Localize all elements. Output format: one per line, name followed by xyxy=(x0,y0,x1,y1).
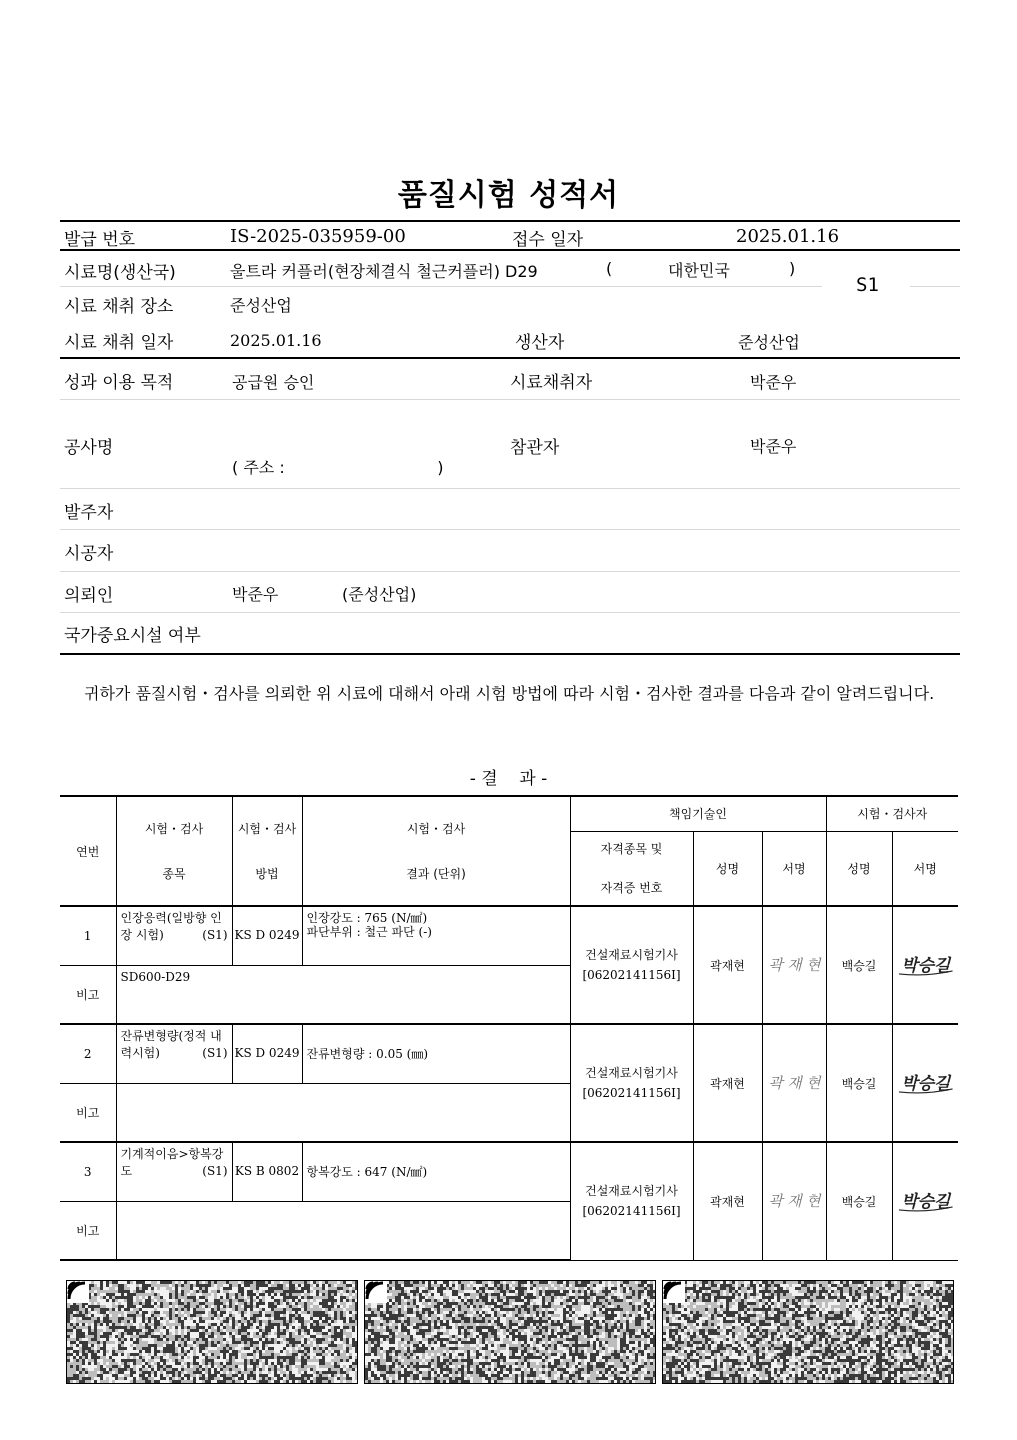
sample-name-label: 시료명(생산국) xyxy=(64,263,176,283)
col-header-no: 연번 xyxy=(60,796,116,906)
purpose-label: 성과 이용 목적 xyxy=(64,373,174,393)
row-result-line1: 잔류변형량 : 0.05 (㎜) xyxy=(306,1047,429,1061)
row-item-name: 인장응력(일방향 인장 시험) xyxy=(120,911,222,942)
row-remark xyxy=(116,1083,570,1142)
row-engineer-signature xyxy=(762,906,826,1024)
col-header-tester-sign: 서명 xyxy=(892,831,958,906)
security-barcode-2 xyxy=(364,1280,656,1384)
row-remark xyxy=(116,1201,570,1260)
info-rule-3 xyxy=(60,529,960,530)
remark-label: 비고 xyxy=(60,1083,116,1142)
tester-signature-icon xyxy=(893,1068,959,1098)
table-row xyxy=(60,1142,958,1201)
col-header-method-line2: 방법 xyxy=(255,867,279,881)
tester-signature-icon xyxy=(893,950,959,980)
witness-value: 박준우 xyxy=(750,437,797,456)
row-result xyxy=(302,1142,570,1201)
row-method: KS D 0249 xyxy=(232,1024,302,1083)
header-rule-2 xyxy=(60,249,960,251)
purpose-value: 공급원 승인 xyxy=(232,373,315,392)
header-thin-rule-1b xyxy=(910,286,960,287)
col-header-result-line1: 시험・검사 xyxy=(406,822,466,836)
col-group-engineer: 책임기술인 xyxy=(570,796,826,831)
document-title: 품질시험 성적서 xyxy=(397,178,620,213)
row-engineer-name: 곽재현 xyxy=(693,1142,762,1260)
row-result xyxy=(302,906,570,965)
tester-signature-text: 박승길 xyxy=(900,1191,950,1212)
client-label: 의뢰인 xyxy=(64,586,114,606)
origin-value: 대한민국 xyxy=(668,261,730,280)
results-heading: - 결 과 - xyxy=(469,769,548,789)
row-item xyxy=(116,1142,232,1201)
results-table xyxy=(60,795,958,1261)
info-rule-1 xyxy=(60,399,960,400)
engineer-signature-icon xyxy=(763,1068,826,1098)
sampling-place-label: 시료 채취 장소 xyxy=(64,297,174,317)
row-result-line1: 인장강도 : 765 (N/㎟) xyxy=(306,911,428,925)
row-qual-name: 건설재료시험기사 xyxy=(585,1066,678,1080)
col-header-result-line2: 결과 (단위) xyxy=(406,867,466,881)
col-header-qual-line1: 자격종목 및 xyxy=(600,842,663,857)
col-header-qual-line2: 자격증 번호 xyxy=(600,881,663,896)
table-row xyxy=(60,906,958,965)
sample-mark: S1 xyxy=(856,274,879,296)
row-tester-name: 백승길 xyxy=(826,1142,892,1260)
row-tester-signature xyxy=(892,906,958,1024)
row-tester-signature xyxy=(892,1024,958,1142)
issue-no-label: 발급 번호 xyxy=(64,230,136,250)
col-header-result xyxy=(302,796,570,906)
info-rule-2 xyxy=(60,488,960,489)
info-rule-5 xyxy=(60,612,960,613)
row-item-name: 잔류변형량(정적 내력시험) xyxy=(120,1029,222,1060)
orderer-label: 발주자 xyxy=(64,503,114,523)
barcode-pattern-icon xyxy=(365,1281,655,1383)
col-header-method xyxy=(232,796,302,906)
sampler-value: 박준우 xyxy=(750,373,797,392)
received-date-value: 2025.01.16 xyxy=(736,226,840,247)
col-header-tester-name: 성명 xyxy=(826,831,892,906)
producer-value: 준성산업 xyxy=(738,333,800,352)
row-no: 3 xyxy=(60,1142,116,1201)
producer-label: 생산자 xyxy=(515,333,565,353)
origin-close-paren: ) xyxy=(789,259,796,278)
row-qualification xyxy=(570,1024,693,1142)
row-no: 2 xyxy=(60,1024,116,1083)
sample-name-value: 울트라 커플러(현장체결식 철근커플러) D29 xyxy=(230,262,538,281)
security-barcode-1 xyxy=(66,1280,358,1384)
sampling-date-label: 시료 채취 일자 xyxy=(64,333,174,353)
received-date-label: 접수 일자 xyxy=(512,230,584,250)
row-qual-name: 건설재료시험기사 xyxy=(585,948,678,962)
row-tester-name: 백승길 xyxy=(826,906,892,1024)
row-result-line2: 파단부위 : 철근 파단 (-) xyxy=(306,925,432,939)
issue-no-value: IS-2025-035959-00 xyxy=(230,226,406,247)
row-sample-id: (S1) xyxy=(202,1046,228,1060)
row-cert-no: [06202141156I] xyxy=(582,1086,681,1100)
row-item-name: 기계적이음>항복강도 xyxy=(120,1147,224,1178)
engineer-signature-text: 곽 재 현 xyxy=(767,956,821,974)
row-remark: SD600-D29 xyxy=(116,965,570,1024)
engineer-signature-icon xyxy=(763,1186,826,1216)
sampling-place-value: 준성산업 xyxy=(230,296,292,315)
tester-signature-icon xyxy=(893,1186,959,1216)
col-header-method-line1: 시험・검사 xyxy=(237,822,297,836)
col-header-item-line1: 시험・검사 xyxy=(144,822,204,836)
barcode-pattern-icon xyxy=(67,1281,357,1383)
security-barcode-3 xyxy=(662,1280,954,1384)
col-header-qualification xyxy=(570,831,693,906)
remark-label: 비고 xyxy=(60,1201,116,1260)
witness-label: 참관자 xyxy=(510,438,560,458)
tester-signature-text: 박승길 xyxy=(900,1072,950,1093)
row-engineer-signature xyxy=(762,1142,826,1260)
row-result xyxy=(302,1024,570,1083)
engineer-signature-text: 곽 재 현 xyxy=(767,1074,821,1092)
table-row xyxy=(60,1024,958,1083)
origin-open-paren: ( xyxy=(606,259,613,278)
engineer-signature-text: 곽 재 현 xyxy=(767,1193,821,1211)
row-cert-no: [06202141156I] xyxy=(582,1204,681,1219)
contractor-label: 시공자 xyxy=(64,544,114,564)
intro-paragraph: 귀하가 품질시험・검사를 의뢰한 위 시료에 대해서 아래 시험 방법에 따라 시험・검사한 결과를 다음과 같이 알려드립니다. xyxy=(84,684,935,703)
col-group-tester: 시험・검사자 xyxy=(826,796,958,831)
row-no: 1 xyxy=(60,906,116,965)
row-qual-name: 건설재료시험기사 xyxy=(585,1184,678,1199)
info-bottom-rule xyxy=(60,653,960,655)
sampling-date-value: 2025.01.16 xyxy=(230,331,322,350)
row-tester-name: 백승길 xyxy=(826,1024,892,1142)
header-top-rule xyxy=(60,220,960,222)
barcode-pattern-icon xyxy=(663,1281,953,1383)
row-engineer-signature xyxy=(762,1024,826,1142)
row-item xyxy=(116,1024,232,1083)
row-sample-id: (S1) xyxy=(202,1164,228,1178)
row-sample-id: (S1) xyxy=(202,928,228,942)
info-rule-4 xyxy=(60,571,960,572)
project-label: 공사명 xyxy=(64,438,114,458)
col-header-item xyxy=(116,796,232,906)
col-header-item-line2: 종목 xyxy=(162,867,186,881)
row-tester-signature xyxy=(892,1142,958,1260)
row-engineer-name: 곽재현 xyxy=(693,1024,762,1142)
row-engineer-name: 곽재현 xyxy=(693,906,762,1024)
header-bottom-rule xyxy=(60,357,960,359)
row-item xyxy=(116,906,232,965)
client-value: 박준우 xyxy=(232,585,279,604)
row-qualification xyxy=(570,906,693,1024)
header-thin-rule-1 xyxy=(60,286,822,287)
tester-signature-text: 박승길 xyxy=(900,954,950,975)
sampler-label: 시료채취자 xyxy=(510,373,593,393)
client-company: (준성산업) xyxy=(342,585,417,604)
col-header-engineer-name: 성명 xyxy=(693,831,762,906)
row-method: KS B 0802 xyxy=(232,1142,302,1201)
row-result-line1: 항복강도 : 647 (N/㎟) xyxy=(306,1165,428,1179)
remark-label: 비고 xyxy=(60,965,116,1024)
project-address: ( 주소 : ) xyxy=(232,458,444,477)
engineer-signature-icon xyxy=(763,950,826,980)
row-qualification xyxy=(570,1142,693,1260)
row-method: KS D 0249 xyxy=(232,906,302,965)
col-header-engineer-sign: 서명 xyxy=(762,831,826,906)
national-facility-label: 국가중요시설 여부 xyxy=(64,626,201,646)
row-cert-no: [06202141156I] xyxy=(582,968,681,982)
